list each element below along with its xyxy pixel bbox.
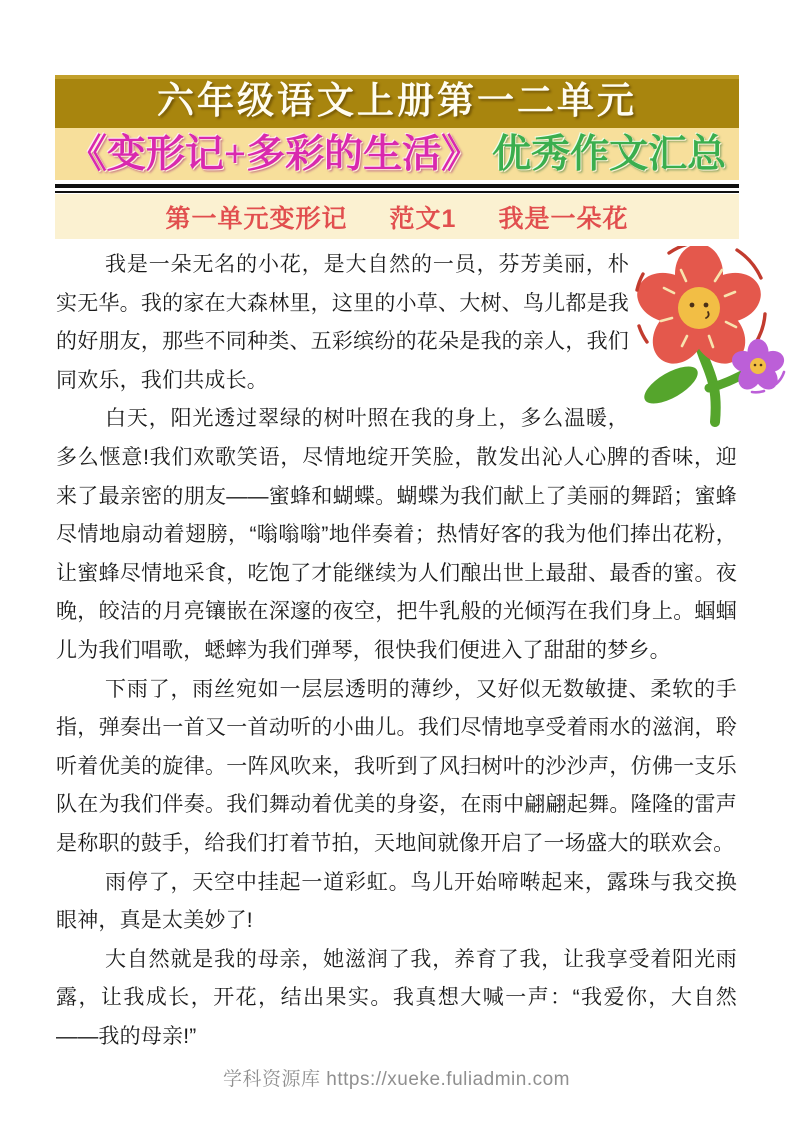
essay-paragraph: 大自然就是我的母亲，她滋润了我，养育了我，让我享受着阳光雨露，让我成长，开花，结出果实。我真想大喊一声：“我爱你，大自然——我的母亲!” <box>56 947 737 1048</box>
section-essay-title: 我是一朵花 <box>498 204 629 233</box>
essay-paragraph: 我是一朵无名的小花，是大自然的一员，芬芳美丽，朴实无华。我的家在大森林里，这里的小草、大树、鸟儿都是我的好朋友，那些不同种类、五彩缤纷的花朵是我的亲人，我们同欢乐，我们共成长。 <box>56 253 629 392</box>
series-title-banner <box>55 128 739 180</box>
section-heading-bar <box>55 194 739 239</box>
gold-title-banner <box>55 75 739 128</box>
section-sample-number: 范文1 <box>389 204 457 233</box>
source-watermark-text: 学科资源库 https://xueke.fuliadmin.com <box>223 1069 570 1090</box>
flower-illustration <box>629 246 789 430</box>
series-subtitle: 优秀作文汇总 <box>492 132 727 176</box>
smiling-flowers-icon <box>629 246 787 430</box>
essay-paragraph: 白天，阳光透过翠绿的树叶照在我的身上，多么温暖，多么惬意!我们欢歌笑语，尽情地绽开笑脸，散发出沁人心脾的香味，迎来了最亲密的朋友——蜜蜂和蝴蝶。蝴蝶为我们献上了美丽的舞蹈；蜜蜂尽情地扇动着翅膀，“嗡嗡嗡”地伴奏着；热情好客的我为他们捧出花粉，让蜜蜂尽情地采食，吃饱了才能继续为人们酿出世上最甜、最香的蜜。夜晚，皎洁的月亮镶嵌在深邃的夜空，把牛乳般的光倾泻在我们身上。蝈蝈儿为我们唱歌，蟋蟀为我们弹琴，很快我们便进入了甜甜的梦乡。 <box>56 407 737 662</box>
document-header <box>55 75 739 239</box>
essay-body <box>0 238 793 1056</box>
source-watermark <box>0 1064 793 1091</box>
essay-paragraph: 雨停了，天空中挂起一道彩虹。鸟儿开始啼啭起来，露珠与我交换眼神，真是太美妙了! <box>56 870 737 933</box>
section-unit-label: 第一单元变形记 <box>165 204 348 233</box>
series-title: 《变形记+多彩的生活》 <box>67 132 481 176</box>
essay-paragraph: 下雨了，雨丝宛如一层层透明的薄纱，又好似无数敏捷、柔软的手指，弹奏出一首又一首动听的小曲儿。我们尽情地享受着雨水的滋润，聆听着优美的旋律。一阵风吹来，我听到了风扫树叶的沙沙声，仿佛一支乐队在为我们伴奏。我们舞动着优美的身姿，在雨中翩翩起舞。隆隆的雷声是称职的鼓手，给我们打着节拍，天地间就像开启了一场盛大的联欢会。 <box>56 677 737 855</box>
banner-title: 六年级语文上册第一二单元 <box>157 81 637 122</box>
double-rule-divider <box>55 184 739 193</box>
